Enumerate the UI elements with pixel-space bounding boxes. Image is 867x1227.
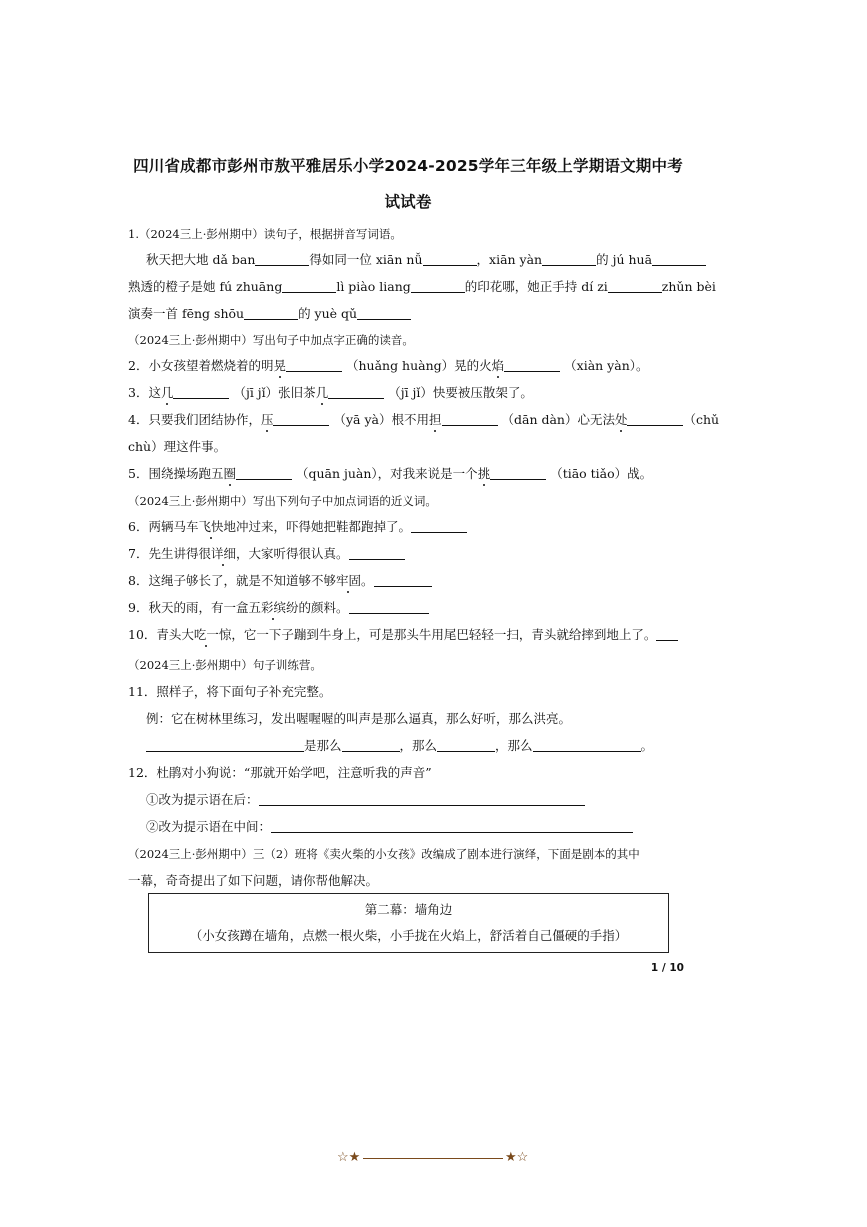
- answer-blank[interactable]: [342, 739, 400, 752]
- sec5-intro-l2: [128, 873, 688, 889]
- q1-intro: [128, 226, 688, 242]
- q4-d: （chǔ: [683, 412, 720, 427]
- dotted-word: 五彩缤纷: [248, 600, 299, 615]
- answer-blank[interactable]: [236, 467, 292, 480]
- dotted-char: 圈: [223, 466, 236, 481]
- answer-blank[interactable]: [255, 253, 309, 266]
- q5-c: （tiāo tiǎo）战。: [550, 466, 653, 481]
- dotted-char: 焰: [491, 358, 505, 373]
- dotted-char: 晃: [273, 358, 286, 373]
- answer-blank[interactable]: [533, 739, 641, 752]
- answer-blank[interactable]: [442, 413, 498, 426]
- q3-c: （jī jǐ）快要被压散架了。: [388, 385, 533, 400]
- q4-line2: [128, 439, 688, 455]
- q12-part2-label: ②改为提示语在中间：: [146, 819, 272, 834]
- answer-blank[interactable]: [490, 467, 546, 480]
- q10-b: ，它一下子蹦到牛身上，可是那头牛用尾巴轻轻一扫，青头就给摔到地上了。: [231, 627, 657, 642]
- q4-line1: [128, 412, 720, 428]
- footer-star-right: ★☆: [505, 1150, 529, 1165]
- footer-ornament: [333, 1150, 533, 1168]
- answer-blank[interactable]: [411, 520, 467, 533]
- q4-c: （dān dàn）心无法: [501, 412, 615, 427]
- q12-line: [128, 765, 688, 781]
- sec2-intro-text: （2024三上·彭州期中）写出句子中加点字正确的读音。: [128, 333, 414, 347]
- q1-l2-b: lì piào liang: [336, 279, 411, 294]
- q1-line2: [128, 279, 716, 295]
- q8-a: 8．这绳子够长了，就是不知道够不够: [128, 573, 336, 588]
- sec3-intro-text: （2024三上·彭州期中）写出下列句子中加点词语的近义词。: [128, 494, 437, 508]
- q7-b: ，大家听得很认真。: [235, 546, 349, 561]
- script-box: [148, 893, 669, 953]
- q1-line1: [146, 252, 686, 268]
- exam-title-line1: 四川省成都市彭州市敖平雅居乐小学2024-2025学年三年级上学期语文期中考: [133, 157, 683, 175]
- q7-line: [128, 546, 688, 562]
- q1-line3: [128, 306, 688, 322]
- q9-a: 9．秋天的雨，有一盒: [128, 600, 249, 615]
- sec3-intro: [128, 493, 688, 509]
- dotted-char: 几: [315, 385, 329, 400]
- answer-blank[interactable]: [411, 280, 465, 293]
- script-box-title: 第二幕：墙角边: [364, 902, 453, 917]
- answer-blank[interactable]: [349, 547, 405, 560]
- dotted-word: 飞快: [198, 519, 224, 534]
- q1-l3-a: 演奏一首 fēng shōu: [128, 306, 245, 321]
- q7-a: 7．先生讲得很: [128, 546, 211, 561]
- q8-b: 。: [360, 573, 374, 588]
- q5-line: [128, 466, 688, 482]
- answer-blank[interactable]: [374, 574, 432, 587]
- sec5-intro-l1: [128, 846, 688, 862]
- answer-blank[interactable]: [282, 280, 336, 293]
- answer-blank[interactable]: [656, 628, 678, 641]
- dotted-word: 大吃一惊: [181, 627, 232, 642]
- q1-l1-a: 秋天把大地 dǎ ban: [146, 252, 256, 267]
- q3-b: （jī jǐ）张旧茶: [233, 385, 316, 400]
- answer-blank[interactable]: [286, 359, 342, 372]
- answer-blank[interactable]: [627, 413, 683, 426]
- q1-l3-b: 的 yuè qǔ: [298, 306, 358, 321]
- dotted-char: 挑: [477, 466, 491, 481]
- q2-line: [128, 358, 688, 374]
- answer-blank[interactable]: [652, 253, 706, 266]
- q11-fill-c: ，那么: [495, 738, 533, 753]
- answer-blank[interactable]: [273, 413, 329, 426]
- q1-l2-d: zhǔn bèi: [661, 279, 716, 294]
- q1-l1-d: 的 jú huā: [596, 252, 653, 267]
- q3-a: 3．这: [128, 385, 161, 400]
- q1-l1-b: 得如同一位 xiān nǚ: [309, 252, 423, 267]
- footer-star-left: ☆★: [337, 1150, 361, 1165]
- q4-e: chù）理这件事。: [128, 439, 227, 454]
- q3-line: [128, 385, 688, 401]
- q2-c: （xiàn yàn）。: [564, 358, 649, 373]
- sec4-intro-text: （2024三上·彭州期中）句子训练营。: [128, 658, 322, 672]
- dotted-char: 几: [160, 385, 174, 400]
- q6-a: 6．两辆马车: [128, 519, 199, 534]
- page-number: 1 / 10: [650, 962, 684, 974]
- q1-intro-text: 1.（2024三上·彭州期中）读句子，根据拼音写词语。: [128, 227, 402, 241]
- q10-line: [128, 627, 688, 643]
- q12-part2: [146, 819, 686, 835]
- dotted-word: 详细: [210, 546, 236, 561]
- answer-blank[interactable]: [271, 820, 633, 833]
- q4-b: （yā yà）根不用: [333, 412, 429, 427]
- q11-fill-end: 。: [640, 738, 654, 753]
- answer-blank[interactable]: [542, 253, 596, 266]
- script-box-text: （小女孩蹲在墙角，点燃一根火柴，小手拢在火焰上，舒活着自己僵硬的手指）: [189, 928, 628, 943]
- sec5-intro-l2-text: 一幕，奇奇提出了如下问题，请你帮他解决。: [128, 873, 379, 888]
- q10-a: 10．青头: [128, 627, 182, 642]
- q6-line: [128, 519, 688, 535]
- q5-b: （quān juàn），对我来说是一个: [295, 466, 478, 481]
- q11-example: [146, 711, 686, 727]
- q2-b: （huǎng huàng）晃的火: [345, 358, 492, 373]
- q2-a: 2．小女孩望着燃烧着的明: [128, 358, 274, 373]
- answer-blank[interactable]: [437, 739, 495, 752]
- sec5-intro-l1-text: （2024三上·彭州期中）三（2）班将《卖火柴的小女孩》改编成了剧本进行演绎，下面是剧本的其中: [128, 847, 640, 861]
- q11-fill-line: [146, 738, 686, 754]
- q12-part1: [146, 792, 686, 808]
- q11-fill-b: ，那么: [399, 738, 438, 753]
- q12-text: 12．杜鹃对小狗说：“那就开始学吧，注意听我的声音”: [128, 765, 432, 780]
- q11-text: 11．照样子，将下面句子补充完整。: [128, 684, 332, 699]
- dotted-char: 担: [428, 412, 442, 427]
- answer-blank[interactable]: [259, 793, 585, 806]
- answer-blank[interactable]: [328, 386, 384, 399]
- q1-l2-a: 熟透的橙子是她 fú zhuāng: [128, 279, 283, 294]
- q5-a: 5．围绕操场跑五: [128, 466, 224, 481]
- answer-blank[interactable]: [357, 307, 411, 320]
- footer-rule: [363, 1158, 503, 1159]
- q11-fill-a: 是那么: [304, 738, 342, 753]
- answer-blank[interactable]: [423, 253, 477, 266]
- answer-blank[interactable]: [608, 280, 662, 293]
- answer-blank[interactable]: [146, 739, 304, 752]
- answer-blank[interactable]: [173, 386, 229, 399]
- q11-example-text: 例：它在树林里练习，发出喔喔喔的叫声是那么逼真，那么好听，那么洪亮。: [146, 711, 572, 726]
- q1-l2-c: 的印花哪，她正手持 dí zi: [464, 279, 608, 294]
- q12-part1-label: ①改为提示语在后：: [146, 792, 259, 807]
- q1-l1-c: ，xiān yàn: [476, 252, 543, 267]
- sec4-intro: [128, 657, 688, 673]
- dotted-char: 处: [614, 412, 628, 427]
- dotted-word: 牢固: [335, 573, 361, 588]
- q6-b: 地冲过来，吓得她把鞋都跑掉了。: [223, 519, 411, 534]
- q9-line: [128, 600, 688, 616]
- q8-line: [128, 573, 688, 589]
- q11-line: [128, 684, 688, 700]
- q4-a: 4．只要我们团结协作，: [128, 412, 261, 427]
- answer-blank[interactable]: [244, 307, 298, 320]
- dotted-char: 压: [260, 412, 274, 427]
- exam-title-line2: 试试卷: [384, 193, 432, 211]
- sec2-intro: [128, 332, 688, 348]
- answer-blank[interactable]: [349, 601, 429, 614]
- q9-b: 的颜料。: [298, 600, 349, 615]
- answer-blank[interactable]: [504, 359, 560, 372]
